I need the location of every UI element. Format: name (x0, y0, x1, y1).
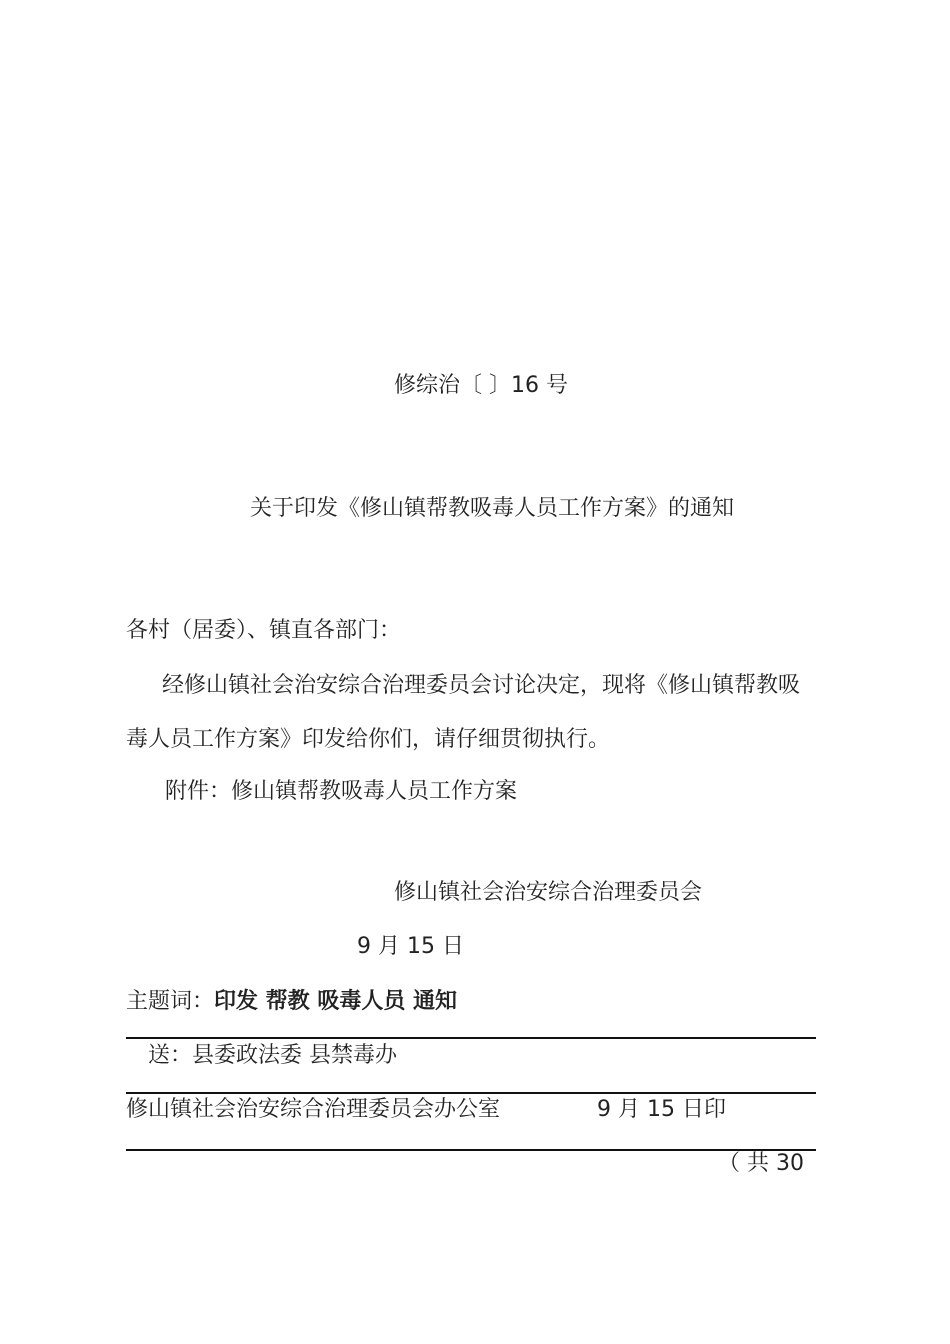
cc-line: 送：县委政法委 县禁毒办 (148, 1043, 397, 1068)
body-paragraph-line-2: 毒人员工作方案》印发给你们，请仔细贯彻执行。 (126, 727, 611, 752)
copies-count: （ 共 30 (718, 1151, 804, 1176)
divider-rule-middle (126, 1092, 816, 1094)
divider-rule-bottom (126, 1149, 816, 1151)
signature-organization: 修山镇社会治安综合治理委员会 (394, 880, 703, 905)
keywords-label: 主题词： (126, 989, 215, 1014)
salutation: 各村（居委）、镇直各部门： (126, 618, 402, 643)
document-number: 修综治〔 〕16 号 (394, 373, 568, 398)
keywords-value: 印发 帮教 吸毒人员 通知 (214, 989, 457, 1014)
divider-rule-top (126, 1037, 816, 1039)
issuer-office: 修山镇社会治安综合治理委员会办公室 (126, 1097, 501, 1122)
body-paragraph-line-1: 经修山镇社会治安综合治理委员会讨论决定，现将《修山镇帮教吸 (162, 673, 801, 698)
document-title: 关于印发《修山镇帮教吸毒人员工作方案》的通知 (250, 496, 735, 521)
print-date: 9 月 15 日印 (597, 1097, 726, 1122)
signature-date: 9 月 15 日 (357, 934, 464, 959)
attachment-line: 附件：修山镇帮教吸毒人员工作方案 (165, 779, 518, 804)
keywords-line (126, 987, 457, 1017)
